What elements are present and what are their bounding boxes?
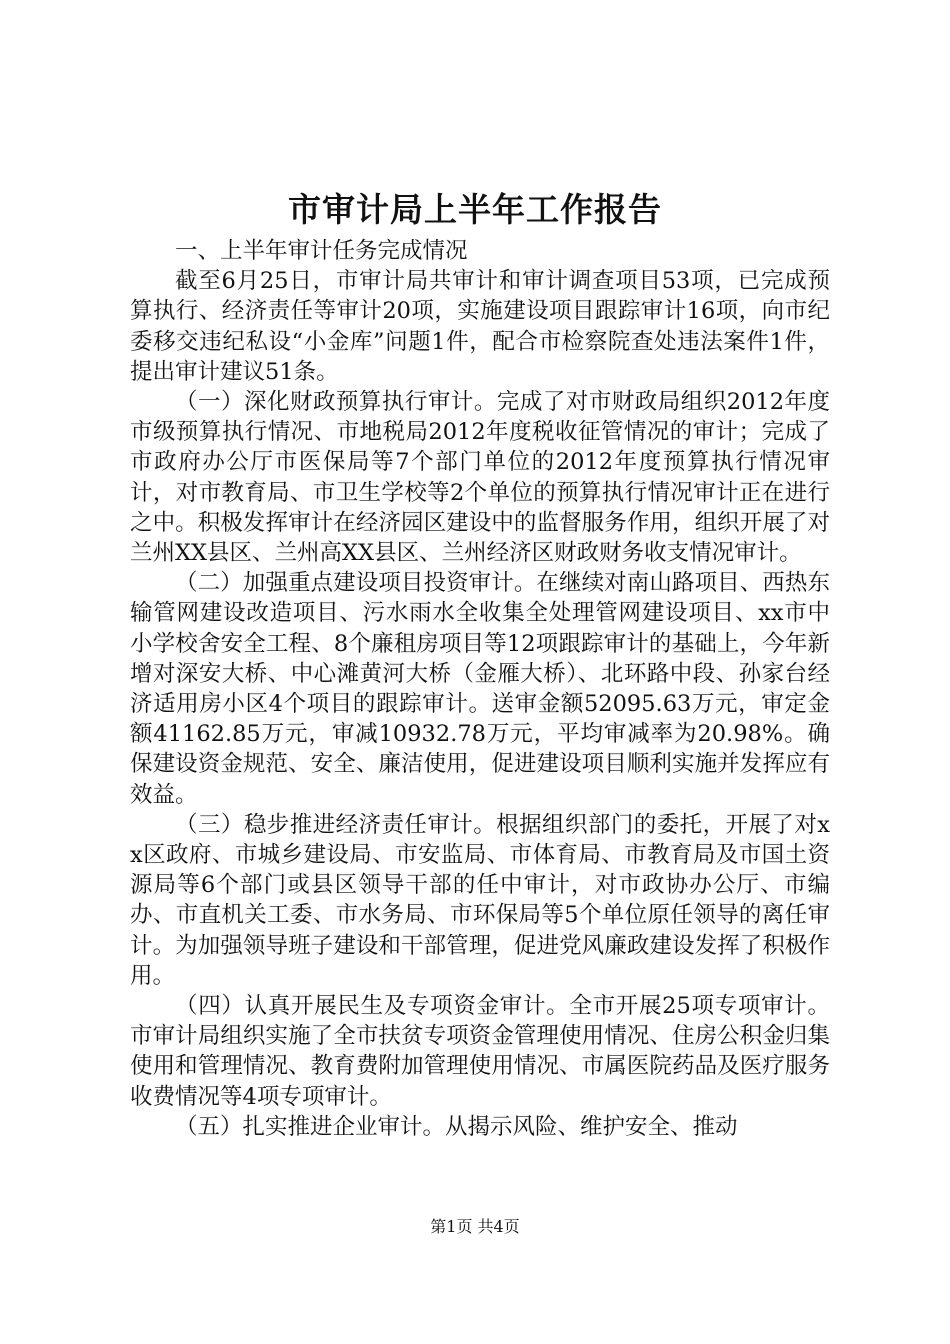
paragraph-budget-audit: （一）深化财政预算执行审计。完成了对市财政局组织2012年度市级预算执行情况、市地税局2012年度税收征管情况的审计；完成了市政府办公厅市医保局等7个部门单位的2012年度预算执行情况审计，对市教育局、市卫生学校等2个单位的预算执行情况审计正在进行之中。积极发挥审计在经济园区建设中的监督服务作用，组织开展了对兰州XX县区、兰州高XX县区、兰州经济区财政财务收支情况审计。 — [130, 389, 830, 567]
paragraph-summary: 截至6月25日，市审计局共审计和审计调查项目53项，已完成预算执行、经济责任等审计20项，实施建设项目跟踪审计16项，向市纪委移交违纪私设“小金库”问题1件，配合市检察院查处违法案件1件，提出审计建议51条。 — [130, 268, 830, 385]
paragraph-enterprise-audit: （五）扎实推进企业审计。从揭示风险、维护安全、推动 — [175, 1113, 738, 1140]
paragraph-special-fund-audit: （四）认真开展民生及专项资金审计。全市开展25项专项审计。市审计局组织实施了全市扶贫专项资金管理使用情况、住房公积金归集使用和管理情况、教育费附加管理使用情况、市属医院药品及医疗服务收费情况等4项专项审计。 — [130, 993, 830, 1110]
page-number: 第1页 共4页 — [430, 1217, 520, 1236]
document-body — [130, 236, 830, 1142]
paragraph-investment-audit: （二）加强重点建设项目投资审计。在继续对南山路项目、西热东输管网建设改造项目、污水雨水全收集全处理管网建设项目、xx市中小学校舍安全工程、8个廉租房项目等12项跟踪审计的基础上，今年新增对深安大桥、中心滩黄河大桥（金雁大桥）、北环路中段、孙家台经济适用房小区4个项目的跟踪审计。送审金额52095.63万元，审定金额41162.85万元，审减10932.78万元，平均审减率为20.98%。确保建设资金规范、安全、廉洁使用，促进建设项目顺利实施并发挥应有效益。 — [130, 570, 830, 808]
section-heading: 一、上半年审计任务完成情况 — [175, 238, 468, 264]
paragraph-responsibility-audit: （三）稳步推进经济责任审计。根据组织部门的委托，开展了对xx区政府、市城乡建设局、市安监局、市体育局、市教育局及市国土资源局等6个部门或县区领导干部的任中审计，对市政协办公厅、市编办、市直机关工委、市水务局、市环保局等5个单位原任领导的离任审计。为加强领导班子建设和干部管理，促进党风廉政建设发挥了积极作用。 — [130, 811, 830, 989]
document-title: 市审计局上半年工作报告 — [288, 190, 662, 229]
